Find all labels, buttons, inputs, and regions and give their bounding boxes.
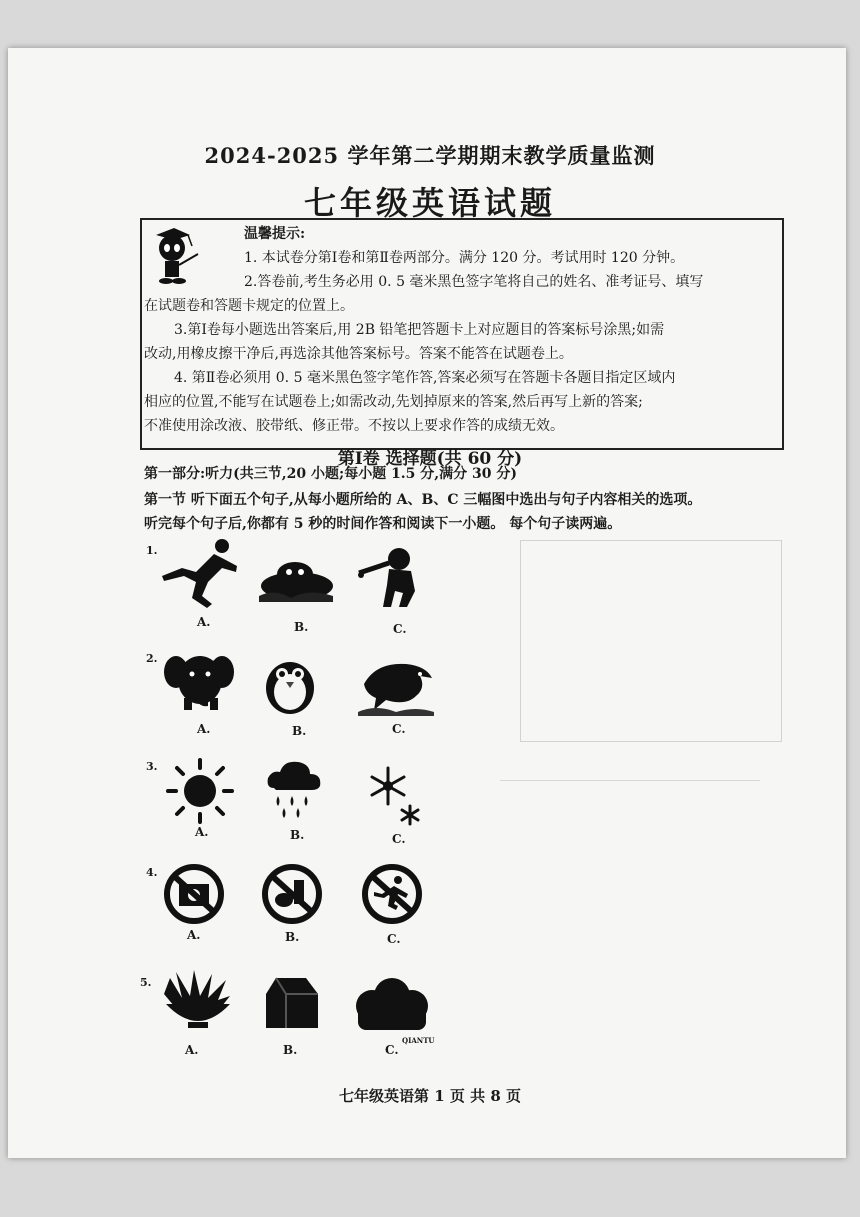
running-person-icon — [152, 538, 242, 610]
tips-content — [144, 222, 784, 438]
salad-bowl-icon — [160, 968, 236, 1032]
question-number: 5. — [140, 976, 152, 989]
option-label-a: A. — [187, 928, 201, 942]
tip-item-2: 2.答卷前,考生务必用 0. 5 毫米黑色签字笔将自己的姓名、准考证号、填写 — [244, 274, 704, 290]
tip-item-3: 3.第Ⅰ卷每小题选出答案后,用 2B 铅笔把答题卡上对应题目的答案标号涂黑;如需 — [174, 322, 665, 338]
question-number: 2. — [146, 652, 158, 665]
option-label-b: B. — [285, 930, 300, 944]
option-label-b: B. — [283, 1043, 298, 1057]
baseball-player-icon — [355, 545, 431, 611]
tip-item-3-cont: 改动,用橡皮擦干净后,再选涂其他答案标号。答案不能答在试题卷上。 — [144, 346, 573, 362]
question-number: 1. — [146, 544, 158, 557]
instruction-line-2: 听完每个句子后,你都有 5 秒的时间作答和阅读下一小题。 每个句子读两遍。 — [144, 516, 622, 532]
option-label-c: C. — [387, 932, 401, 946]
bleed-through-area — [500, 780, 760, 981]
option-label-b: B. — [292, 724, 307, 738]
bush-icon — [352, 976, 432, 1034]
option-label-a: A. — [195, 825, 209, 839]
no-camera-icon — [162, 862, 226, 926]
muddy-animal-icon — [255, 558, 337, 604]
section-title: 第Ⅰ卷 选择题(共 60 分) — [337, 449, 523, 469]
option-label-a: A. — [197, 615, 211, 629]
exam-subject-title: 七年级英语试题 — [303, 184, 556, 222]
option-label-c: C. — [393, 622, 407, 636]
tips-heading: 温馨提示: — [244, 226, 306, 242]
elephant-icon — [162, 650, 238, 712]
question-number: 4. — [146, 866, 158, 879]
option-label-c: C. — [385, 1043, 399, 1057]
milk-carton-icon — [258, 972, 324, 1032]
dolphin-icon — [356, 654, 436, 718]
question-number: 3. — [146, 760, 158, 773]
bleed-through-table — [520, 540, 782, 742]
instruction-line-1: 第一节 听下面五个句子,从每小题所给的 A、B、C 三幅图中选出与句子内容相关的选项。 — [144, 492, 702, 508]
page-footer: 七年级英语第 1 页 共 8 页 — [339, 1087, 521, 1105]
penguin-icon — [260, 652, 320, 716]
snowflake-icon — [366, 764, 426, 828]
no-food-drink-icon — [260, 862, 324, 926]
tip-item-2-cont: 在试题卷和答题卡规定的位置上。 — [144, 298, 354, 314]
exam-title: 2024-2025 学年第二学期期末教学质量监测 — [204, 143, 656, 168]
no-running-icon — [360, 862, 424, 926]
instructions — [144, 488, 784, 536]
option-label-c: C. — [392, 722, 406, 736]
option-label-a: A. — [197, 722, 211, 736]
option-label-b: B. — [294, 620, 309, 634]
tip-item-1: 1. 本试卷分第Ⅰ卷和第Ⅱ卷两部分。满分 120 分。考试用时 120 分钟。 — [244, 250, 685, 266]
rain-cloud-icon — [264, 758, 324, 824]
option-label-b: B. — [290, 828, 305, 842]
part-heading: 第一部分:听力(共三节,20 小题;每小题 1.5 分,满分 30 分) — [144, 466, 518, 482]
tip-item-4-cont: 相应的位置,不能写在试题卷上;如需改动,先划掉原来的答案,然后再写上新的答案; — [144, 394, 643, 410]
sun-icon — [164, 758, 236, 824]
tip-item-4-cont2: 不准使用涂改液、胶带纸、修正带。不按以上要求作答的成绩无效。 — [144, 418, 564, 434]
option-label-a: A. — [185, 1043, 199, 1057]
tip-item-4: 4. 第Ⅱ卷必须用 0. 5 毫米黑色签字笔作答,答案必须写在答题卡各题目指定区域内 — [174, 370, 676, 386]
option-label-c: C. — [392, 832, 406, 846]
watermark-tag: QIANTU — [402, 1036, 435, 1045]
